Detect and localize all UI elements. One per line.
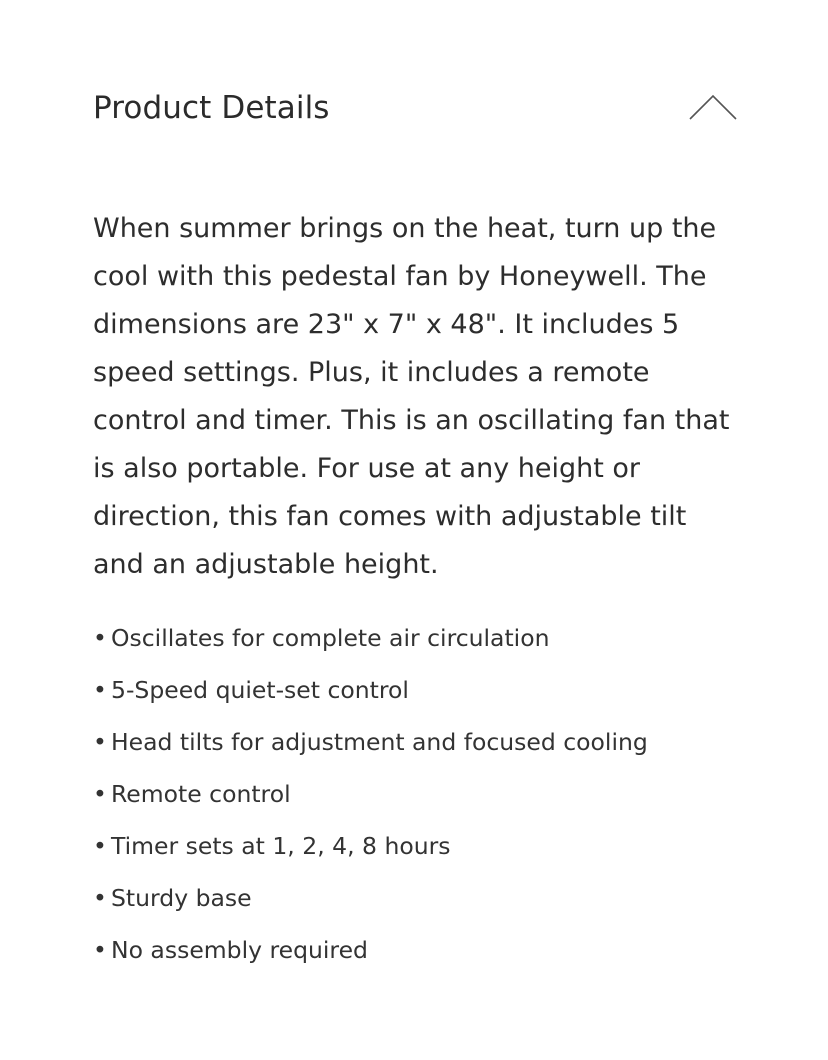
feature-item xyxy=(93,612,743,664)
bullet-icon: • xyxy=(93,728,107,756)
feature-text: No assembly required xyxy=(111,936,368,964)
bullet-icon: • xyxy=(93,832,107,860)
bullet-icon: • xyxy=(93,884,107,912)
feature-text: Timer sets at 1, 2, 4, 8 hours xyxy=(111,832,451,860)
feature-text: Oscillates for complete air circulation xyxy=(111,624,550,652)
feature-item xyxy=(93,924,743,976)
product-details-header[interactable] xyxy=(93,80,738,136)
chevron-up-icon[interactable] xyxy=(688,93,738,123)
product-description: When summer brings on the heat, turn up the cool with this pedestal fan by Honeywell. The dimensions are 23" x 7" x 48". It includes 5 speed settings. Plus, it includes a remote control and timer. This is an oscillating fan that is also portable. For use at any height or direction, this fan comes with adjustable tilt and an adjustable height. xyxy=(93,213,730,580)
bullet-icon: • xyxy=(93,624,107,652)
feature-item xyxy=(93,872,743,924)
feature-item xyxy=(93,664,743,716)
feature-list xyxy=(93,612,743,976)
feature-text: Head tilts for adjustment and focused cooling xyxy=(111,728,648,756)
feature-item xyxy=(93,768,743,820)
feature-text: 5-Speed quiet-set control xyxy=(111,676,409,704)
feature-item xyxy=(93,820,743,872)
bullet-icon: • xyxy=(93,676,107,704)
feature-item xyxy=(93,716,743,768)
bullet-icon: • xyxy=(93,936,107,964)
feature-text: Remote control xyxy=(111,780,291,808)
section-title: Product Details xyxy=(93,90,330,126)
feature-text: Sturdy base xyxy=(111,884,252,912)
bullet-icon: • xyxy=(93,780,107,808)
